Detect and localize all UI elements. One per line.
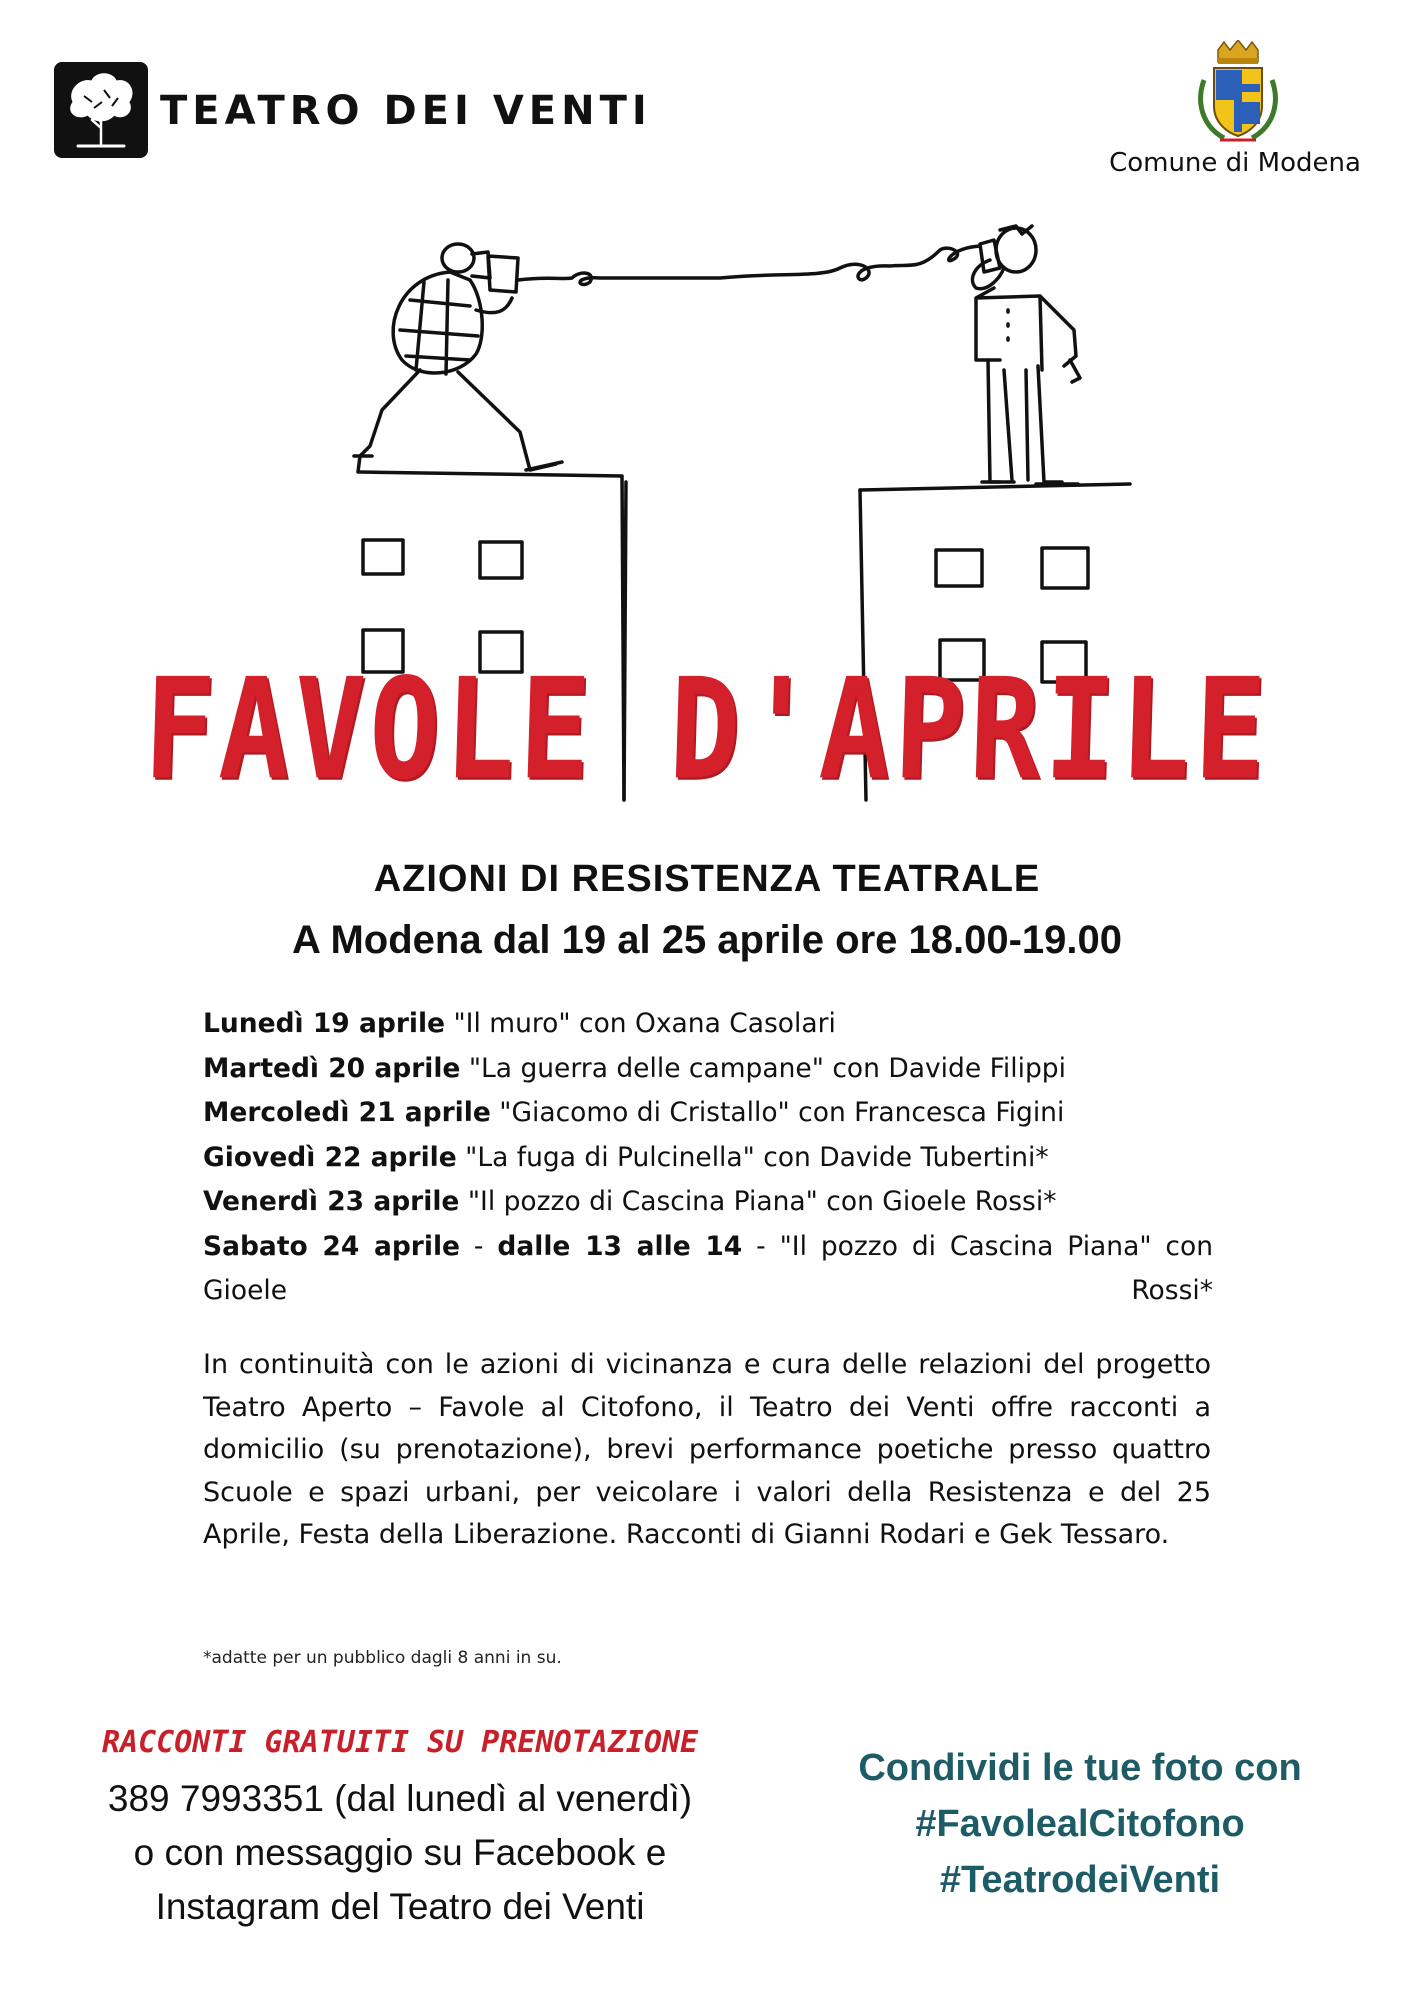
schedule-day: Sabato 24 aprile [203,1230,461,1262]
schedule-event: "Il muro" con Oxana Casolari [445,1008,836,1039]
main-title: FAVOLE D'APRILE [141,647,1273,811]
schedule-row [203,1180,1213,1225]
schedule-event: "La guerra delle campane" con Davide Filippi [460,1052,1066,1084]
description-paragraph: In continuità con le azioni di vicinanza e cura delle relazioni del progetto Teatro Aperto – Favole al Citofono, il Teatro dei Venti offre racconti a domicilio (su prenotazione), brevi performance poetiche presso quattro Scuole e spazi urbani, per veicolare i valori della Resistenza e del 25 Aprile, Festa della Liberazione. Racconti di Gianni Rodari e Gek Tessaro. [203,1349,1211,1550]
hashtag-favole: #FavolealCitofono [915,1803,1245,1845]
schedule-separator: - [460,1230,498,1262]
schedule-row [203,1002,1213,1047]
schedule-row [203,1091,1213,1136]
schedule-day: Mercoledì 21 aprile [203,1097,491,1128]
share-block [800,1740,1360,1908]
municipality-label: Comune di Modena [1109,148,1361,178]
hashtag-teatro: #TeatrodeiVenti [939,1859,1221,1901]
schedule-day: Giovedì 22 aprile [203,1141,457,1173]
booking-line-2: o con messaggio su Facebook e [133,1832,667,1873]
teatro-logo [54,62,148,158]
brand-name: TEATRO DEI VENTI [160,88,652,134]
schedule-event: "Giacomo di Cristallo" con Francesca Figini [490,1097,1065,1128]
schedule-row [203,1136,1213,1181]
subtitle-line-1: AZIONI DI RESISTENZA TEATRALE [373,858,1041,900]
booking-info [60,1772,740,1934]
schedule-list [203,1002,1213,1358]
booking-title: RACCONTI GRATUITI SU PRENOTAZIONE [101,1725,699,1760]
schedule-event: "La fuga di Pulcinella" con Davide Tubertini* [456,1141,1049,1173]
booking-line-3: Instagram del Teatro dei Venti [155,1886,645,1927]
schedule-event: "Il pozzo di Cascina Piana" con Gioele Rossi* [459,1186,1057,1217]
modena-crest-icon [1190,40,1286,146]
age-footnote: *adatte per un pubblico dagli 8 anni in su. [203,1648,562,1668]
share-label: Condividi le tue foto con [858,1747,1302,1789]
schedule-event: - "Il pozzo di Cascina Piana" con Gioele Rossi* [203,1230,1213,1306]
schedule-time: dalle 13 alle 14 [497,1230,743,1262]
schedule-row [203,1047,1213,1092]
subtitle-line-2: A Modena dal 19 al 25 aprile ore 18.00-19.00 [291,918,1123,962]
tree-icon [54,62,148,158]
booking-phone: 389 7993351 (dal lunedì al venerdì) [107,1778,693,1819]
schedule-day: Venerdì 23 aprile [203,1186,460,1217]
schedule-row-saturday [203,1225,1213,1359]
schedule-day: Martedì 20 aprile [203,1052,461,1084]
schedule-day: Lunedì 19 aprile [203,1008,446,1039]
